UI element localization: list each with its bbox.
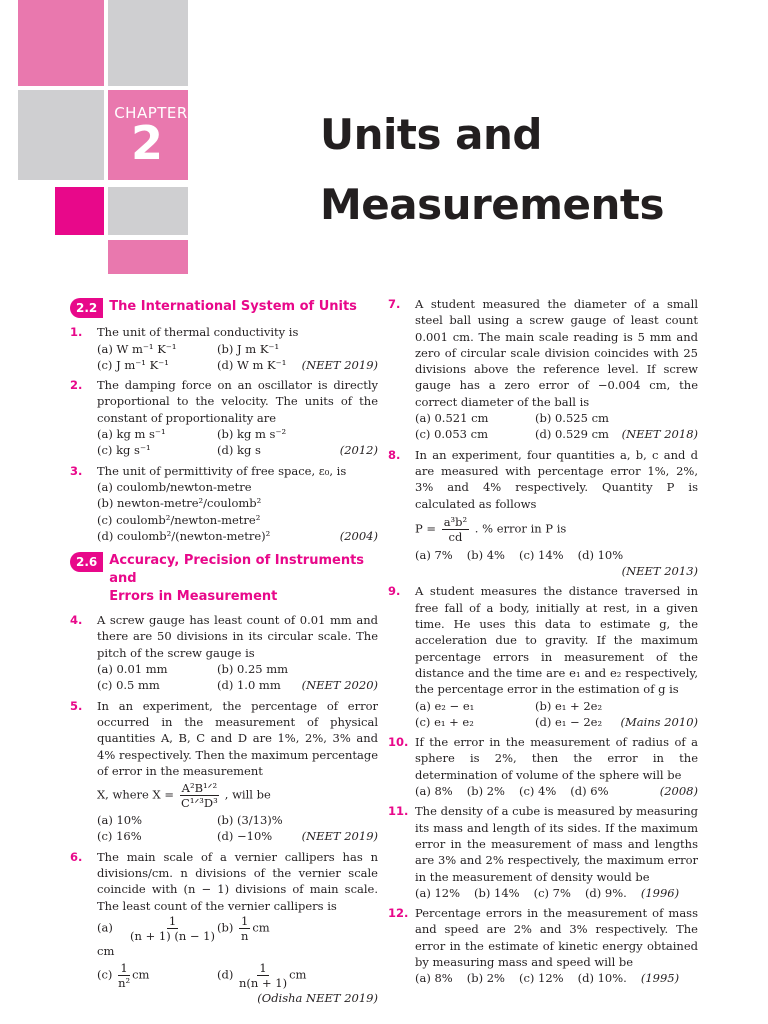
question-10 [388, 734, 698, 799]
denominator: cd [448, 529, 463, 544]
options [97, 341, 378, 374]
options [97, 426, 378, 459]
option-b: (b) newton-metre²/coulomb² [97, 496, 262, 511]
option-d: (d) kg s [217, 443, 261, 458]
question-5 [70, 698, 378, 845]
question-number: 11. [388, 804, 409, 819]
question-7 [388, 296, 698, 443]
option-c: (c) 16% [97, 829, 142, 844]
option-c: (c) coulomb²/newton-metre² [97, 512, 261, 527]
options [415, 970, 698, 986]
question-number: 2. [70, 378, 83, 393]
source: (NEET 2013) [621, 564, 698, 579]
option-d: (d) coulomb²/(newton-metre)² [97, 528, 271, 543]
question-text: In an experiment, four quantities a, b, c and d are measured with percentage error 1%, 2%, 3% and 4% respectively. Quantity P is calculated as follows [415, 447, 698, 511]
source: (NEET 2020) [301, 678, 378, 693]
option-d: (d) 10%. [577, 971, 627, 986]
option-b: (b) $\frac{1}{n}$ cm [217, 913, 270, 943]
chapter-number: 2 [130, 116, 163, 170]
question-number: 1. [70, 325, 83, 340]
option-d: (d) 9%. [584, 885, 627, 900]
option-c: (c) 12% [518, 971, 564, 986]
question-text: A screw gauge has least count of 0.01 mm and there are 50 divisions in its circular scale. The pitch of the screw gauge is [97, 613, 378, 660]
option-b: (b) 2% [466, 971, 505, 986]
question-6 [70, 849, 378, 1007]
option-a: (a) 7% [415, 547, 453, 562]
option-b: (b) 0.25 mm [217, 662, 289, 677]
source: (1996) [640, 885, 680, 900]
option-b: (b) 4% [466, 547, 505, 562]
fraction: $\frac{1}{n}$ [240, 913, 249, 943]
question-text: If the error in the measurement of radius of a sphere is 2%, then the error in the determination of volume of the sphere will be [415, 735, 698, 782]
formula-prefix: P = [415, 521, 437, 536]
option-d: (d) 0.529 cm [535, 427, 609, 442]
question-8 [388, 447, 698, 580]
question-text: The unit of permittivity of free space, ε₀, is [97, 463, 347, 478]
options [415, 410, 698, 443]
option-c: (c) 0.053 cm [415, 427, 488, 442]
deco-block [108, 187, 188, 235]
options [97, 914, 378, 990]
source: (1995) [640, 971, 680, 986]
source: (2012) [339, 443, 378, 458]
option-b: (b) 14% [474, 885, 520, 900]
option-a: (a) 0.521 cm [415, 411, 489, 426]
numerator: a³b² [443, 514, 468, 529]
option-a: (a) W m⁻¹ K⁻¹ [97, 341, 177, 356]
option-b: (b) kg m s⁻² [217, 427, 287, 442]
right-column [388, 296, 698, 991]
options [97, 661, 378, 694]
left-column [70, 296, 378, 1011]
option-d: (d) 10% [577, 547, 624, 562]
option-b: (b) J m K⁻¹ [217, 341, 280, 356]
option-a: (a) e₂ − e₁ [415, 698, 475, 713]
question-text: The density of a cube is measured by measuring its mass and length of its sides. If the maximum error in the measurement of mass and lengths are 3% and 2% respectively, the maximum error in the measurement of density would be [415, 804, 698, 884]
question-text: The main scale of a vernier callipers has n divisions/cm. n divisions of the vernier scale coincide with (n − 1) divisions of main scale. The least count of the vernier callipers is [97, 849, 378, 913]
denominator: C¹ᐟ³D³ [181, 796, 218, 811]
option-a: (a) 10% [97, 813, 143, 828]
option-a: (a) coulomb/newton-metre [97, 479, 252, 494]
question-12 [388, 905, 698, 986]
option-c: (c) 14% [518, 547, 564, 562]
fraction [180, 781, 219, 810]
section-heading [70, 298, 378, 318]
option-c: (c) 0.5 mm [97, 678, 160, 693]
question-number: 6. [70, 849, 83, 864]
section-title-line2: Errors in Measurement [109, 589, 278, 605]
formula-prefix: X, where X = [97, 787, 174, 802]
option-a: (a) 8% [415, 784, 453, 799]
formula-suffix: . % error in P is [474, 521, 567, 536]
section-number: 2.2 [70, 298, 103, 318]
options [415, 698, 698, 731]
option-d: (d) $\frac{1}{n(n + 1)}$ cm [217, 961, 307, 991]
option-a: (a) 12% [415, 885, 461, 900]
question-number: 10. [388, 735, 409, 750]
options [415, 885, 698, 901]
fraction: $\frac{1}{(n + 1) (n - 1)}$ [130, 913, 215, 943]
option-c: (c) 4% [518, 784, 557, 799]
question-number: 7. [388, 297, 401, 311]
option-c: (c) e₁ + e₂ [415, 714, 474, 729]
question-number: 9. [388, 584, 401, 599]
question-9 [388, 583, 698, 730]
question-number: 3. [70, 463, 83, 478]
option-b: (b) 2% [466, 784, 505, 799]
fraction: $\frac{1}{n(n + 1)}$ [239, 961, 288, 991]
option-c: (c) 7% [533, 885, 571, 900]
options [97, 812, 378, 845]
question-text: A student measures the distance traversed in free fall of a body, initially at rest, in a given time. He uses this data to estimate g, the acceleration due to gravity. If the maximum percentage errors in measurement of the distance and the time are e₁ and e₂ respectively, the percentage error in the estimation of g is [415, 584, 698, 697]
source: (NEET 2019) [301, 357, 378, 372]
formula [415, 515, 698, 544]
deco-block [108, 0, 188, 86]
numerator: A²B¹ᐟ² [181, 781, 218, 796]
source: (2008) [659, 784, 698, 799]
fraction [442, 515, 469, 544]
section-heading [70, 552, 378, 606]
chapter-label: CHAPTER [114, 104, 188, 122]
chapter-title-line2: Measurements [320, 180, 664, 229]
deco-block [55, 187, 104, 235]
question-2 [70, 377, 378, 458]
source: (NEET 2019) [301, 829, 378, 844]
source: (2004) [339, 528, 378, 543]
section-title: The International System of Units [109, 299, 357, 314]
deco-block [18, 0, 104, 86]
option-d: (d) 1.0 mm [217, 678, 281, 693]
option-c: (c) $\frac{1}{\text{n²}}$ cm [97, 961, 150, 991]
chapter-title-line1: Units and [320, 110, 542, 159]
option-d: (d) e₁ − 2e₂ [535, 714, 603, 729]
option-d: (d) −10% [217, 829, 273, 844]
option-a: (a) $\frac{1}{(n + 1) (n - 1)}$ cm [97, 913, 215, 958]
option-c: (c) J m⁻¹ K⁻¹ [97, 357, 169, 372]
question-text: The damping force on an oscillator is directly proportional to the velocity. The units of the constant of proportionality are [97, 378, 378, 425]
question-number: 8. [388, 447, 401, 462]
deco-block [18, 90, 104, 180]
question-text: The unit of thermal conductivity is [97, 325, 299, 340]
question-3 [70, 463, 378, 544]
source: (NEET 2018) [621, 427, 698, 442]
options [415, 783, 698, 799]
question-text: Percentage errors in the measurement of mass and speed are 2% and 3% respectively. The error in the estimate of kinetic energy obtained by measuring mass and speed will be [415, 906, 698, 969]
question-number: 4. [70, 613, 83, 628]
option-b: (b) (3/13)% [217, 813, 283, 828]
option-c: (c) kg s⁻¹ [97, 443, 151, 458]
question-number: 12. [388, 906, 409, 921]
option-a: (a) 0.01 mm [97, 662, 168, 677]
section-title-line1: Accuracy, Precision of Instruments and [109, 553, 365, 587]
option-a: (a) kg m s⁻¹ [97, 427, 166, 442]
question-1 [70, 324, 378, 373]
section-number: 2.6 [70, 552, 103, 572]
option-d: (d) W m K⁻¹ [217, 357, 287, 372]
question-text: A student measured the diameter of a small steel ball using a screw gauge of least count 0.001 cm. The main scale reading is 5 mm and zero of circular scale division coincides with 25 divisions above the reference level. If screw gauge has a zero error of −0.004 cm, the correct diameter of the ball is [415, 297, 698, 409]
question-number: 5. [70, 698, 83, 713]
formula-suffix: , will be [224, 787, 271, 802]
question-4 [70, 612, 378, 693]
option-a: (a) 8% [415, 971, 453, 986]
option-b: (b) 0.525 cm [535, 411, 609, 426]
option-b: (b) e₁ + 2e₂ [535, 698, 603, 713]
question-11 [388, 803, 698, 901]
question-text: In an experiment, the percentage of error occurred in the measurement of physical quantities A, B, C and D are 1%, 2%, 3% and 4% respectively. Then the maximum percentage of error in the measurement [97, 698, 378, 778]
option-d: (d) 6% [570, 784, 609, 799]
fraction: $\frac{1}{\text{n²}}$ [118, 961, 131, 991]
options [415, 547, 698, 563]
formula [97, 781, 378, 810]
deco-block [108, 240, 188, 274]
source: (Mains 2010) [620, 714, 698, 729]
source: (Odisha NEET 2019) [257, 991, 378, 1006]
